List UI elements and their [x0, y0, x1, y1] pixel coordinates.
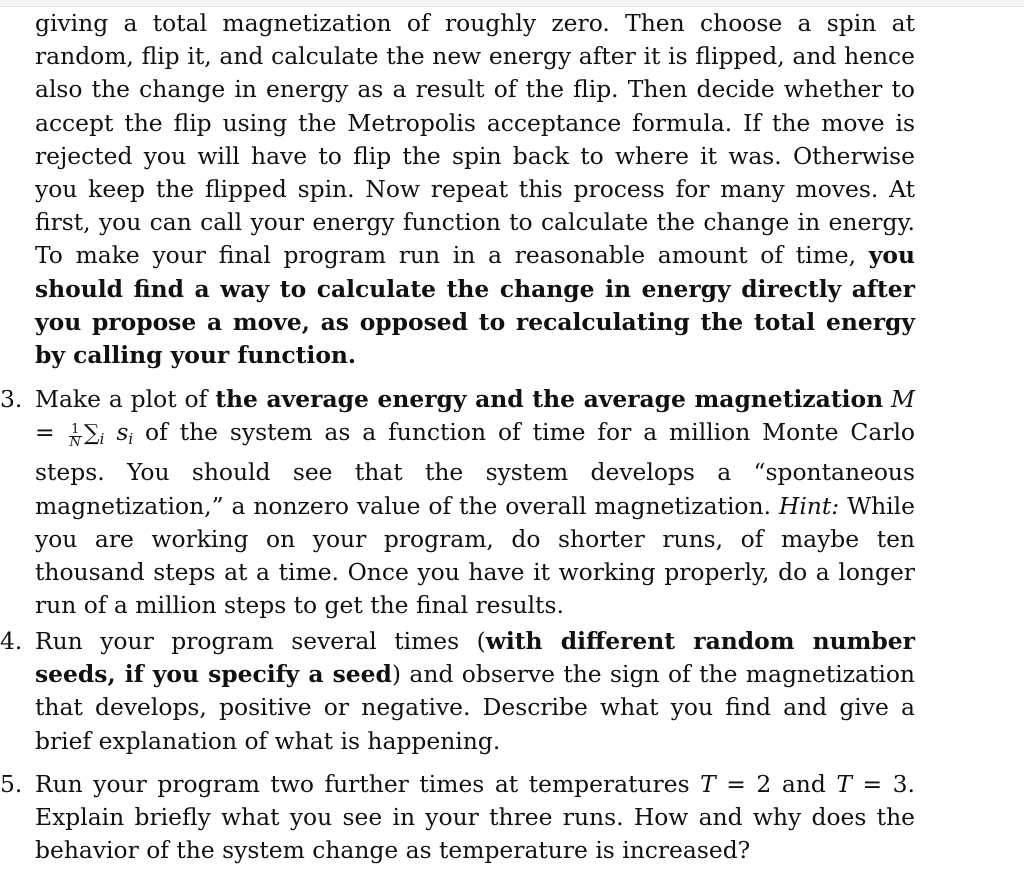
math-variable: T	[836, 770, 852, 798]
sum-subscript: i	[99, 430, 105, 449]
list-item-number: 3.	[0, 385, 23, 413]
math-operator: =	[35, 418, 55, 447]
list-item-number: 4.	[0, 627, 23, 655]
item-text: ) and observe the sign of the magnetization that develops, positive or negative. Describe what you find and give a brief explanation of what is happening.	[35, 660, 915, 755]
item-text: While you are working on your program, do shorter runs, of maybe ten thousand steps at a time. Once you have it working properly, do a longer run of a million steps to get the final results.	[35, 491, 915, 620]
fraction-numerator: 1	[69, 424, 82, 437]
list-item-5	[0, 768, 915, 868]
fraction-denominator: N	[69, 435, 81, 451]
math-variable: s	[116, 418, 129, 447]
continued-paragraph	[35, 7, 915, 372]
list-item-number: 5.	[0, 770, 23, 798]
item-text: Make a plot of	[35, 385, 216, 413]
item-text: of the system as a function of time for a million Monte Carlo steps. You should see that the system develops a “spontaneous magnetization,” a nonzero value of the overall magnetization.	[35, 418, 916, 520]
math-subscript: i	[128, 430, 134, 449]
item-text: = 3.	[851, 770, 915, 798]
item-text: = 2 and	[715, 770, 837, 798]
math-variable: M	[891, 385, 915, 413]
item-text: Run your program two further times at temperatures	[35, 770, 701, 798]
list-item-3	[0, 383, 916, 622]
paragraph-text: giving a total magnetization of roughly zero. Then choose a spin at random, flip it, and calculate the new energy after it is flipped, and hence also the change in energy as a result of the flip. Then decide whether to accept the flip using the Metropolis acceptance formula. If the move is rejected you will have to flip the spin back to where it was. Otherwise you keep the flipped spin. Now repeat this process for many moves. At first, you can call your energy function to calculate the change in energy. To make your final program run in a reasonable amount of time,	[35, 9, 915, 270]
item-italic-text: Hint:	[778, 491, 840, 520]
math-variable: T	[700, 770, 716, 798]
sum-symbol: ∑	[83, 421, 100, 447]
item-text: Run your program several times (	[35, 627, 486, 655]
item-bold-text: with different random number seeds, if you specify a seed	[35, 627, 915, 689]
item-bold-text: the average energy and the average magnetization	[215, 385, 884, 413]
item-text: Explain briefly what you see in your three runs. How and why does the behavior of the system change as temperature is increased?	[35, 803, 915, 865]
paragraph-bold-text: you should find a way to calculate the change in energy directly after you propose a move, as opposed to recalculating the total energy by calling your function.	[35, 241, 915, 370]
list-item-4	[0, 625, 915, 758]
math-fraction	[69, 424, 82, 449]
